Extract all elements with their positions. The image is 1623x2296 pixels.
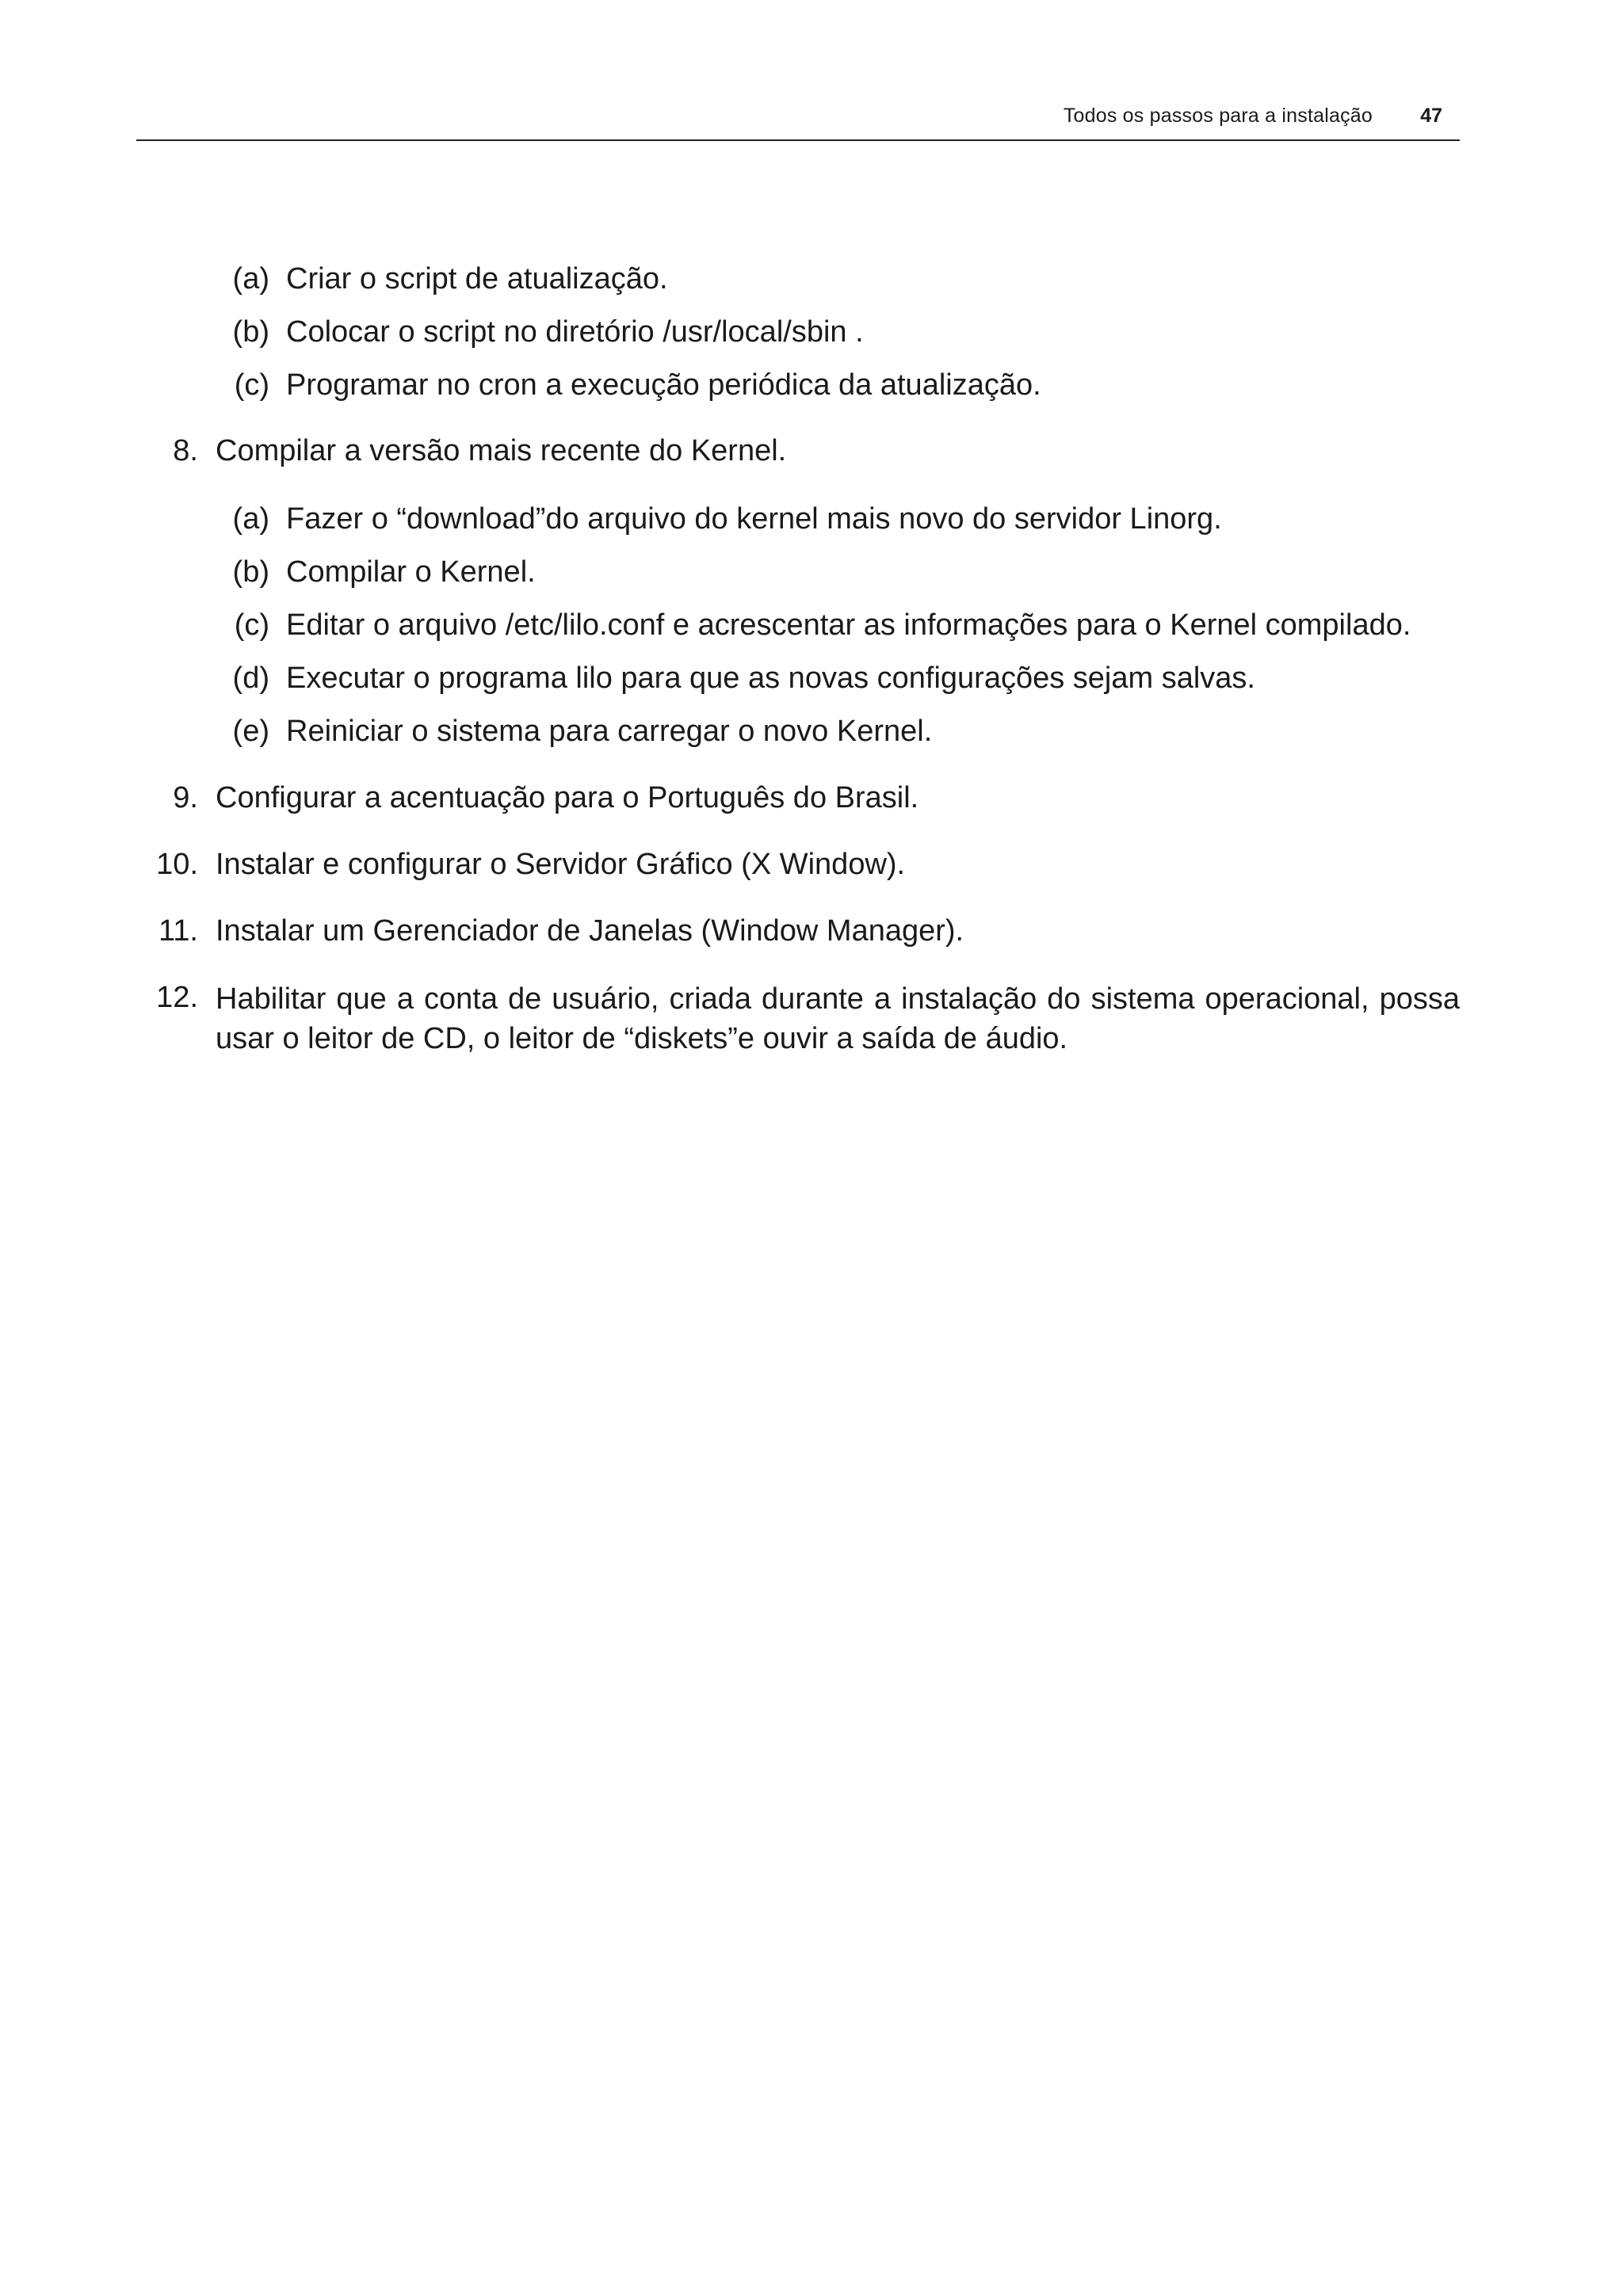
item-text: Configurar a acentuação para o Português do Brasil.: [216, 781, 919, 814]
subitem-text: Fazer o “download”do arquivo do kernel mais novo do servidor Linorg.: [286, 502, 1222, 536]
subitem-text: Reiniciar o sistema para carregar o novo Kernel.: [286, 715, 933, 748]
subitem-marker: (b): [232, 315, 269, 349]
subitem-marker: (b): [232, 555, 269, 589]
page-number: 47: [1420, 105, 1442, 127]
item-marker: 8.: [173, 434, 198, 467]
subitem-text: Compilar o Kernel.: [286, 555, 536, 589]
subitem-marker: (a): [232, 502, 269, 536]
item-marker: 9.: [173, 781, 198, 814]
running-title: Todos os passos para a instalação: [1063, 105, 1373, 127]
subitem-marker: (c): [234, 608, 269, 642]
item-text: Instalar e configurar o Servidor Gráfico (X Window).: [216, 848, 906, 881]
item-marker: 10.: [156, 848, 198, 881]
item-text: Compilar a versão mais recente do Kernel.: [216, 434, 787, 467]
subitem-marker: (e): [232, 715, 269, 748]
subitem-text: Programar no cron a execução periódica da atualização.: [286, 368, 1041, 402]
item-marker: 12.: [156, 981, 198, 1014]
item-marker: 11.: [158, 914, 198, 948]
subitem-text: Criar o script de atualização.: [286, 262, 668, 296]
item-text: Habilitar que a conta de usuário, criada durante a instalação do sistema operacional, possa usar o leitor de CD, o leitor de “diskets”e ouvir a saída de áudio.: [216, 982, 1460, 1055]
subitem-text: Editar o arquivo /etc/lilo.conf e acrescentar as informações para o Kernel compilado.: [286, 608, 1411, 642]
subitem-marker: (d): [232, 662, 269, 695]
item-text: Instalar um Gerenciador de Janelas (Window Manager).: [216, 914, 964, 948]
running-header: [136, 101, 1460, 141]
subitem-text: Colocar o script no diretório /usr/local/sbin .: [286, 315, 864, 349]
subitem-marker: (c): [234, 368, 269, 402]
subitem-text: Executar o programa lilo para que as novas configurações sejam salvas.: [286, 662, 1255, 695]
subitem-marker: (a): [232, 262, 269, 296]
